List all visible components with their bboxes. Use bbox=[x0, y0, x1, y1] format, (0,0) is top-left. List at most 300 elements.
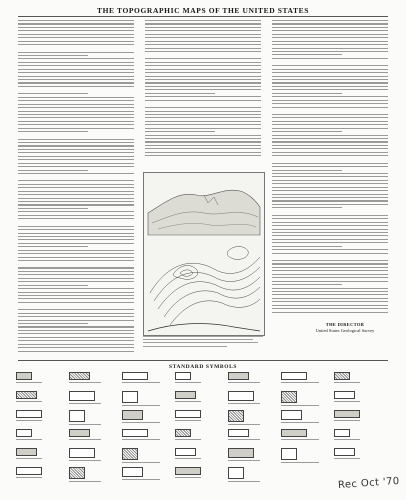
symbol-sample bbox=[69, 448, 95, 458]
text-line bbox=[18, 79, 134, 80]
legend-symbol bbox=[122, 391, 160, 406]
text-line bbox=[18, 82, 134, 83]
symbol-label bbox=[16, 382, 42, 383]
text-line bbox=[18, 65, 134, 66]
text-line bbox=[272, 82, 388, 83]
text-line bbox=[18, 34, 134, 35]
text-line bbox=[272, 194, 388, 195]
symbol-sample bbox=[175, 391, 196, 399]
text-line bbox=[145, 86, 261, 87]
legend-symbol bbox=[69, 467, 101, 482]
legend-symbol bbox=[175, 429, 201, 440]
text-line bbox=[272, 76, 388, 77]
text-line bbox=[18, 121, 134, 122]
text-line bbox=[272, 235, 388, 236]
text-line bbox=[272, 20, 388, 21]
text-line bbox=[18, 320, 134, 321]
text-line bbox=[18, 347, 134, 348]
legend-symbol bbox=[281, 391, 319, 406]
symbol-label bbox=[228, 481, 260, 482]
symbol-sample bbox=[228, 391, 254, 401]
signature-block bbox=[300, 322, 390, 334]
text-line bbox=[145, 34, 261, 35]
text-line bbox=[272, 54, 342, 55]
symbol-sample bbox=[122, 429, 148, 437]
legend-symbol bbox=[16, 372, 42, 383]
text-line bbox=[272, 86, 388, 87]
text-line bbox=[18, 152, 134, 153]
symbol-sample bbox=[16, 467, 42, 475]
symbol-label bbox=[334, 382, 360, 383]
text-line bbox=[145, 20, 261, 21]
text-line bbox=[272, 173, 388, 174]
legend-symbol bbox=[122, 372, 160, 383]
text-line bbox=[272, 23, 388, 24]
text-line bbox=[18, 288, 134, 289]
symbol-sample bbox=[281, 448, 297, 460]
text-line bbox=[272, 239, 388, 240]
text-line bbox=[145, 138, 261, 139]
text-line bbox=[272, 107, 388, 108]
text-line bbox=[18, 295, 134, 296]
symbol-sample bbox=[334, 391, 355, 399]
text-line bbox=[18, 208, 88, 209]
symbol-sample bbox=[122, 372, 148, 380]
legend-symbol bbox=[281, 372, 319, 383]
text-line bbox=[272, 204, 388, 205]
text-line bbox=[272, 128, 388, 129]
text-line bbox=[145, 82, 261, 83]
text-line bbox=[18, 330, 134, 331]
text-line bbox=[18, 274, 134, 275]
text-line bbox=[272, 131, 342, 132]
text-line bbox=[272, 30, 388, 31]
text-line bbox=[18, 344, 134, 345]
text-line bbox=[18, 142, 134, 143]
legend-symbol bbox=[334, 391, 360, 402]
symbol-label bbox=[334, 420, 360, 421]
legend-symbol bbox=[228, 372, 260, 383]
text-line bbox=[145, 62, 261, 63]
text-column-middle bbox=[145, 20, 261, 159]
symbol-sample bbox=[16, 429, 32, 437]
text-line bbox=[18, 159, 134, 160]
text-line bbox=[18, 41, 134, 42]
text-line bbox=[272, 305, 388, 306]
text-line bbox=[272, 242, 388, 243]
text-line bbox=[272, 291, 388, 292]
text-line bbox=[272, 96, 388, 97]
text-line bbox=[145, 89, 261, 90]
text-line bbox=[18, 285, 88, 286]
text-line bbox=[18, 246, 88, 247]
text-line bbox=[18, 250, 134, 251]
symbol-sample bbox=[175, 429, 191, 437]
text-line bbox=[145, 145, 261, 146]
text-line bbox=[18, 201, 134, 202]
text-line bbox=[18, 298, 134, 299]
symbol-sample bbox=[16, 372, 32, 380]
legend-symbol bbox=[69, 448, 101, 461]
text-line bbox=[272, 180, 388, 181]
legend-symbol bbox=[334, 429, 360, 440]
symbol-label bbox=[122, 462, 160, 463]
symbol-sample bbox=[122, 467, 143, 477]
legend-symbol bbox=[69, 391, 101, 404]
text-line bbox=[145, 30, 261, 31]
symbol-label bbox=[69, 424, 101, 425]
text-line bbox=[272, 288, 388, 289]
text-line bbox=[18, 139, 134, 140]
text-line bbox=[145, 107, 261, 108]
symbol-label bbox=[281, 382, 319, 383]
text-line bbox=[18, 257, 134, 258]
legend-symbol bbox=[334, 372, 360, 383]
text-line bbox=[272, 298, 388, 299]
text-line bbox=[272, 218, 388, 219]
symbol-sample bbox=[334, 372, 350, 380]
symbol-sample bbox=[122, 410, 143, 420]
title-rule bbox=[18, 16, 388, 17]
symbol-sample bbox=[334, 429, 350, 437]
text-line bbox=[272, 301, 388, 302]
symbol-sample bbox=[334, 448, 355, 456]
text-line bbox=[18, 117, 134, 118]
symbols-legend bbox=[16, 372, 390, 488]
text-line bbox=[272, 187, 388, 188]
symbol-sample bbox=[69, 391, 95, 401]
text-line bbox=[18, 226, 134, 227]
text-line bbox=[18, 27, 134, 28]
text-line bbox=[18, 204, 134, 205]
symbol-label bbox=[122, 439, 160, 440]
symbol-label bbox=[69, 439, 101, 440]
legend-symbol bbox=[16, 391, 42, 402]
text-line bbox=[272, 34, 388, 35]
text-line bbox=[18, 100, 134, 101]
text-line bbox=[18, 72, 134, 73]
symbol-label bbox=[175, 420, 201, 421]
text-line bbox=[18, 23, 134, 24]
text-line bbox=[18, 309, 134, 310]
text-line bbox=[18, 233, 134, 234]
text-line bbox=[272, 58, 388, 59]
symbol-sample bbox=[69, 467, 85, 479]
symbol-label bbox=[281, 439, 319, 440]
text-line bbox=[18, 198, 134, 199]
text-line bbox=[18, 44, 134, 45]
text-line bbox=[145, 100, 261, 101]
illustration-caption bbox=[143, 336, 263, 349]
text-line bbox=[18, 170, 88, 171]
symbol-label bbox=[228, 382, 260, 383]
symbol-label bbox=[334, 401, 360, 402]
text-line bbox=[272, 117, 388, 118]
text-line bbox=[272, 41, 388, 42]
text-line bbox=[18, 97, 134, 98]
text-line bbox=[272, 183, 388, 184]
symbol-sample bbox=[69, 410, 85, 422]
text-line bbox=[272, 246, 342, 247]
text-line bbox=[18, 194, 134, 195]
symbol-sample bbox=[175, 372, 191, 380]
text-line bbox=[18, 316, 134, 317]
symbol-sample bbox=[281, 372, 307, 380]
text-line bbox=[272, 145, 388, 146]
text-line bbox=[18, 215, 134, 216]
signature-name: THE DIRECTOR bbox=[325, 322, 365, 327]
symbol-label bbox=[175, 458, 201, 459]
text-line bbox=[145, 27, 261, 28]
text-line bbox=[18, 239, 134, 240]
text-line bbox=[272, 89, 388, 90]
text-line bbox=[272, 37, 388, 38]
legend-symbol bbox=[122, 410, 160, 423]
symbol-label bbox=[228, 424, 260, 425]
symbol-sample bbox=[175, 467, 201, 475]
text-line bbox=[272, 121, 388, 122]
text-line bbox=[272, 267, 388, 268]
text-line bbox=[272, 138, 388, 139]
text-line bbox=[18, 281, 134, 282]
symbol-sample bbox=[228, 429, 249, 437]
text-line bbox=[18, 180, 134, 181]
legend-symbol bbox=[228, 429, 260, 440]
symbol-label bbox=[175, 439, 201, 440]
text-line bbox=[145, 141, 261, 142]
text-line bbox=[272, 232, 388, 233]
symbol-label bbox=[122, 479, 160, 480]
text-line bbox=[18, 52, 134, 53]
text-line bbox=[272, 124, 388, 125]
text-line bbox=[18, 166, 134, 167]
text-line bbox=[18, 211, 134, 212]
text-line bbox=[145, 69, 261, 70]
symbol-sample bbox=[228, 372, 249, 380]
symbol-label bbox=[281, 422, 319, 423]
text-line bbox=[18, 86, 134, 87]
text-line bbox=[272, 190, 388, 191]
text-line bbox=[145, 72, 261, 73]
text-line bbox=[272, 141, 388, 142]
text-line bbox=[272, 163, 388, 164]
text-line bbox=[145, 111, 261, 112]
symbol-sample bbox=[334, 410, 360, 418]
legend-symbol bbox=[228, 467, 260, 482]
symbol-label bbox=[16, 439, 42, 440]
page-title: THE TOPOGRAPHIC MAPS OF THE UNITED STATES bbox=[97, 6, 309, 15]
contour-sketch-graphic bbox=[144, 173, 264, 335]
text-line bbox=[272, 103, 388, 104]
text-line bbox=[18, 69, 134, 70]
text-line bbox=[18, 131, 88, 132]
symbol-label bbox=[122, 405, 160, 406]
text-line bbox=[18, 326, 134, 327]
text-line bbox=[18, 313, 134, 314]
text-line bbox=[272, 48, 388, 49]
legend-symbol bbox=[16, 410, 42, 421]
text-line bbox=[272, 100, 388, 101]
text-line bbox=[18, 124, 134, 125]
text-line bbox=[18, 323, 88, 324]
text-line bbox=[145, 44, 261, 45]
text-line bbox=[272, 135, 388, 136]
text-line bbox=[18, 55, 88, 56]
symbol-label bbox=[334, 458, 360, 459]
text-line bbox=[18, 271, 134, 272]
text-line bbox=[18, 156, 134, 157]
legend-symbol bbox=[228, 410, 260, 425]
text-line bbox=[272, 155, 388, 156]
symbol-sample bbox=[281, 391, 297, 403]
text-line bbox=[272, 274, 388, 275]
text-line bbox=[272, 93, 342, 94]
text-line bbox=[18, 184, 134, 185]
symbol-label bbox=[122, 382, 160, 383]
text-line bbox=[272, 225, 388, 226]
text-line bbox=[18, 267, 134, 268]
text-column-left bbox=[18, 20, 134, 354]
text-line bbox=[18, 340, 134, 341]
text-line bbox=[272, 51, 388, 52]
text-line bbox=[18, 30, 134, 31]
text-line bbox=[18, 20, 134, 21]
text-line bbox=[18, 111, 134, 112]
text-line bbox=[272, 294, 388, 295]
text-line bbox=[18, 337, 134, 338]
text-line bbox=[272, 222, 388, 223]
text-line bbox=[18, 260, 134, 261]
symbol-label bbox=[228, 460, 260, 461]
legend-symbol bbox=[281, 410, 319, 423]
text-line bbox=[145, 48, 261, 49]
legend-symbol bbox=[16, 467, 42, 478]
legend-symbol bbox=[334, 410, 360, 421]
text-line bbox=[145, 51, 261, 52]
legend-symbol bbox=[122, 429, 160, 440]
text-column-right bbox=[272, 20, 388, 315]
legend-symbol bbox=[16, 429, 42, 440]
text-line bbox=[272, 281, 388, 282]
symbol-sample bbox=[69, 372, 90, 380]
symbol-label bbox=[69, 481, 101, 482]
text-line bbox=[18, 292, 134, 293]
text-line bbox=[272, 249, 388, 250]
legend-symbol bbox=[16, 448, 42, 459]
symbol-sample bbox=[122, 448, 138, 460]
symbol-sample bbox=[281, 429, 307, 437]
text-line bbox=[18, 229, 134, 230]
legend-symbol bbox=[175, 391, 201, 402]
legend-symbol bbox=[122, 448, 160, 463]
symbol-sample bbox=[122, 391, 138, 403]
text-line bbox=[272, 44, 388, 45]
legend-symbol bbox=[69, 372, 101, 383]
legend-symbol bbox=[175, 410, 201, 421]
text-line bbox=[272, 152, 388, 153]
symbol-label bbox=[228, 439, 260, 440]
text-line bbox=[18, 278, 134, 279]
symbol-sample bbox=[228, 448, 254, 458]
text-line bbox=[18, 114, 134, 115]
text-line bbox=[145, 58, 261, 59]
text-line bbox=[18, 163, 134, 164]
symbol-sample bbox=[281, 410, 302, 420]
text-line bbox=[272, 148, 388, 149]
text-line bbox=[145, 37, 261, 38]
text-line bbox=[18, 128, 134, 129]
symbol-label bbox=[175, 477, 201, 478]
text-line bbox=[18, 76, 134, 77]
text-line bbox=[145, 121, 261, 122]
text-line bbox=[145, 65, 261, 66]
symbol-sample bbox=[228, 467, 244, 479]
text-line bbox=[18, 243, 134, 244]
symbol-label bbox=[16, 458, 42, 459]
text-line bbox=[272, 263, 388, 264]
symbol-label bbox=[281, 405, 319, 406]
text-line bbox=[18, 145, 134, 146]
symbol-sample bbox=[228, 410, 244, 422]
legend-symbol bbox=[175, 448, 201, 459]
legend-symbol bbox=[122, 467, 160, 480]
text-line bbox=[18, 58, 134, 59]
text-line bbox=[18, 93, 88, 94]
legend-symbol bbox=[228, 448, 260, 461]
text-line bbox=[18, 107, 134, 108]
symbol-label bbox=[69, 460, 101, 461]
text-line bbox=[145, 124, 261, 125]
symbol-sample bbox=[16, 410, 42, 418]
legend-symbol bbox=[228, 391, 260, 404]
text-line bbox=[272, 270, 388, 271]
text-line bbox=[272, 312, 388, 313]
text-line bbox=[18, 302, 134, 303]
text-line bbox=[272, 215, 388, 216]
symbol-label bbox=[16, 420, 42, 421]
text-line bbox=[145, 76, 261, 77]
text-line bbox=[145, 79, 261, 80]
text-line bbox=[272, 27, 388, 28]
symbol-label bbox=[122, 422, 160, 423]
symbol-sample bbox=[16, 448, 37, 456]
text-line bbox=[18, 62, 134, 63]
text-line bbox=[145, 96, 261, 97]
text-line bbox=[18, 37, 134, 38]
text-line bbox=[145, 131, 215, 132]
text-line bbox=[18, 187, 134, 188]
legend-heading: STANDARD SYMBOLS bbox=[168, 364, 238, 370]
symbol-sample bbox=[69, 429, 90, 437]
legend-rule bbox=[18, 360, 388, 361]
legend-symbol bbox=[281, 448, 319, 463]
legend-symbol bbox=[175, 372, 201, 383]
text-line bbox=[272, 170, 342, 171]
text-line bbox=[145, 128, 261, 129]
text-line bbox=[272, 284, 342, 285]
text-line bbox=[18, 104, 134, 105]
symbol-label bbox=[228, 403, 260, 404]
text-line bbox=[18, 333, 134, 334]
text-line bbox=[272, 65, 388, 66]
text-line bbox=[272, 253, 388, 254]
symbol-sample bbox=[175, 410, 201, 418]
text-line bbox=[272, 69, 388, 70]
text-line bbox=[145, 135, 261, 136]
legend-symbol bbox=[281, 429, 319, 440]
contour-illustration bbox=[143, 172, 265, 336]
text-line bbox=[272, 197, 388, 198]
